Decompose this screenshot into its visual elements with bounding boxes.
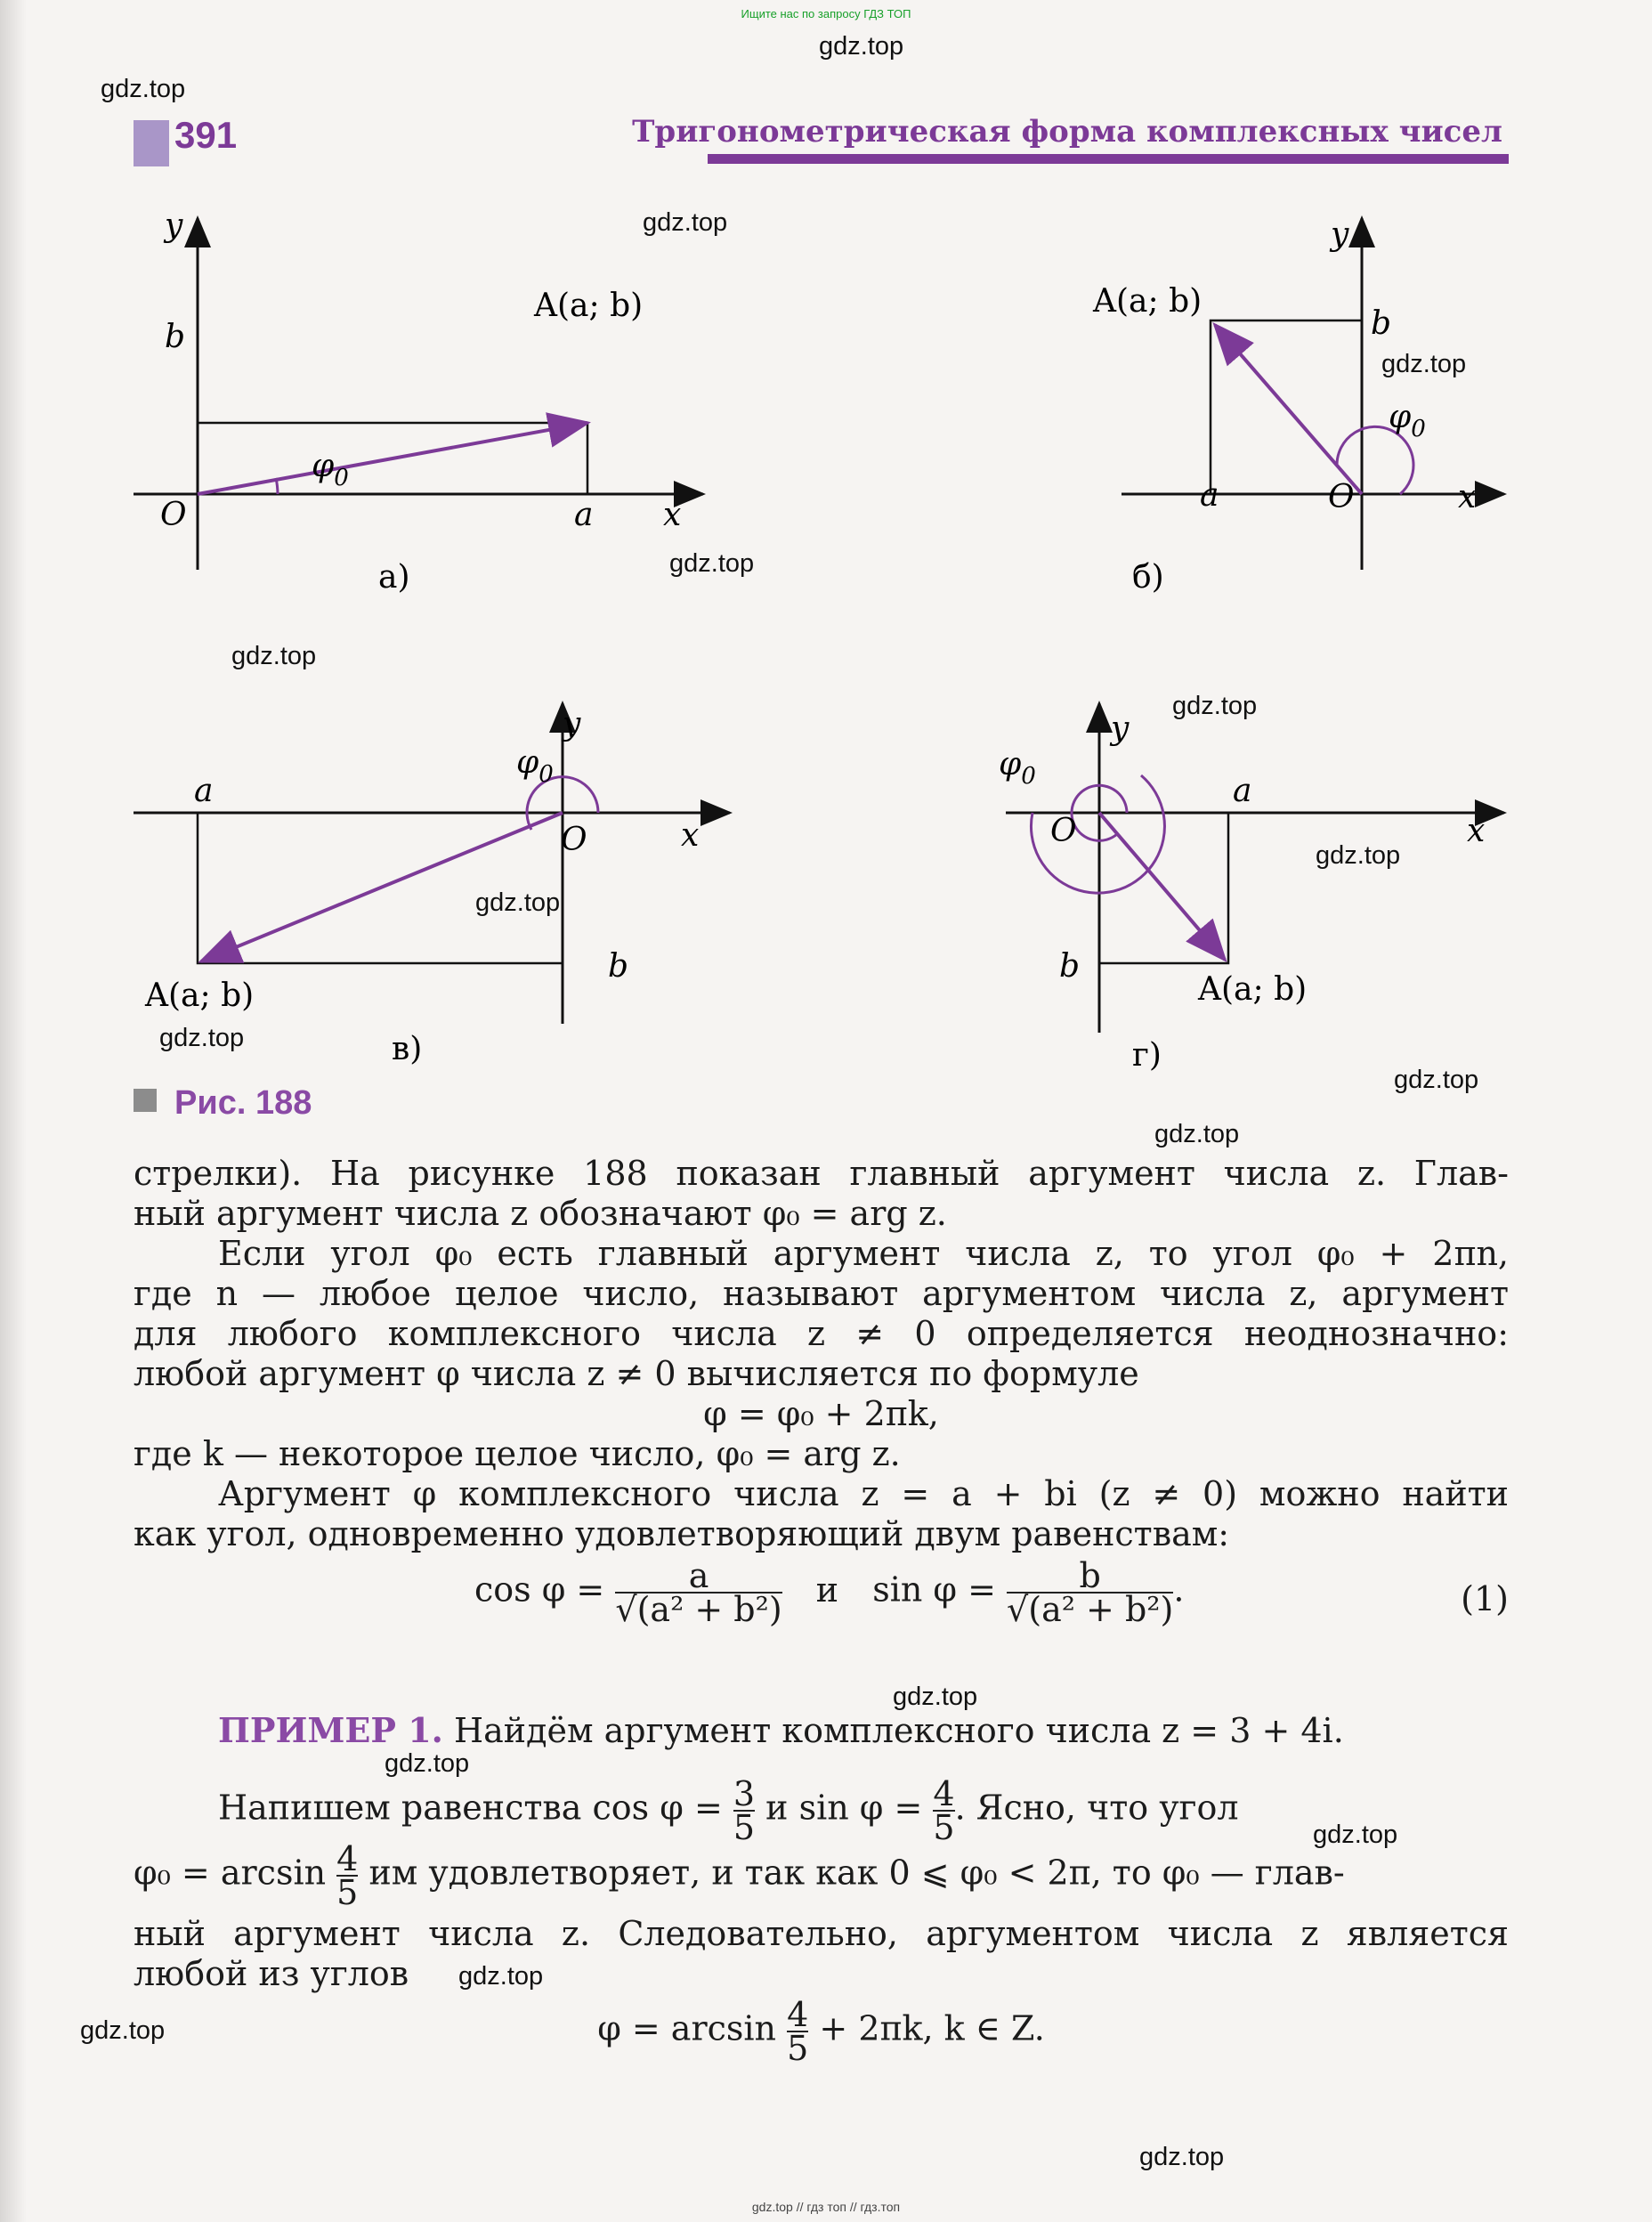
- example-line: [134, 1758, 1509, 1847]
- sin-lhs: sin φ =: [872, 1569, 996, 1610]
- text-line: любой из углов: [134, 1954, 409, 1993]
- numerator: 4: [336, 1839, 359, 1878]
- a-label: a: [1233, 773, 1252, 809]
- numerator: b: [1079, 1556, 1101, 1595]
- watermark: gdz.top: [458, 1962, 544, 1991]
- watermark: gdz.top: [385, 1749, 470, 1778]
- x-label: x: [663, 497, 682, 533]
- phi0-label: $\varphi_0$: [516, 744, 554, 788]
- formula-1: cos φ = $\frac{a}{\text{√(a² + b²)}}$ и sin φ = $\frac{b}{\text{√(a² + b²)}}$ . (1): [474, 1556, 1509, 1629]
- vector-OA: [1215, 325, 1362, 494]
- y-label: y: [563, 706, 581, 742]
- equation-number: (1): [1461, 1579, 1509, 1618]
- example-line: [134, 1839, 1509, 1923]
- text-line: Аргумент φ комплексного числа z = a + bi (z ≠ 0) можно найти: [218, 1474, 1509, 1513]
- watermark: gdz.top: [1172, 692, 1258, 720]
- text-fragment: Напишем равенства cos φ =: [218, 1788, 723, 1828]
- fraction-4-5: [787, 1995, 809, 2068]
- watermark: gdz.top: [1316, 841, 1401, 870]
- panel-label-a: а): [378, 559, 410, 596]
- origin-label: O: [561, 822, 587, 858]
- y-label: y: [1111, 710, 1130, 747]
- a-label: a: [194, 773, 214, 809]
- a-label: a: [574, 497, 594, 533]
- watermark: gdz.top: [1313, 1821, 1398, 1849]
- numerator: a: [688, 1556, 709, 1595]
- origin-label: O: [1050, 813, 1077, 849]
- text-line: как угол, одновременно удовлетворяющий двум равенствам:: [134, 1514, 1230, 1553]
- b-label: b: [1371, 305, 1392, 342]
- text-line: где n — любое целое число, называют аргументом числа z, аргумент: [134, 1274, 1509, 1313]
- text-line: любой аргумент φ числа z ≠ 0 вычисляется по формуле: [134, 1354, 1139, 1393]
- text-fragment: φ₀ = arcsin: [134, 1853, 327, 1893]
- text-fragment: φ = arcsin: [597, 2008, 777, 2048]
- a-label: a: [1200, 477, 1219, 514]
- b-label: b: [1059, 948, 1081, 985]
- denominator: 5: [787, 2029, 809, 2068]
- example-heading: [134, 1710, 1509, 1751]
- caption-marker: [134, 1089, 157, 1112]
- watermark: gdz.top: [1139, 2143, 1225, 2171]
- panel-d: [999, 703, 1504, 1074]
- text-line: для любого комплексного числа z ≠ 0 определяется неоднозначно:: [134, 1314, 1509, 1353]
- numerator: 4: [933, 1774, 955, 1813]
- vector-OA: [1099, 813, 1225, 960]
- text-fragment: + 2πk, k ∈ Z.: [819, 2008, 1045, 2048]
- text-fragment: . Ясно, что угол: [954, 1788, 1239, 1828]
- watermark: gdz.top: [669, 549, 755, 578]
- watermark: gdz.top: [159, 1024, 245, 1052]
- origin-label: O: [160, 497, 187, 533]
- watermark: gdz.top: [80, 2016, 166, 2045]
- formula-general-argument: φ = φ₀ + 2πk,: [703, 1394, 939, 1433]
- text-line: Если угол φ₀ есть главный аргумент числа z, то угол φ₀ + 2πn,: [218, 1234, 1509, 1273]
- body-text: [134, 1154, 1509, 1554]
- panel-b: [1092, 216, 1504, 596]
- phi0-label: $\varphi_0$: [999, 746, 1036, 790]
- formula-example-result: [134, 1995, 1509, 2079]
- fraction-4-5: [933, 1774, 955, 1847]
- text-fragment: и sin φ =: [765, 1788, 923, 1828]
- figure-caption-text: Рис. 188: [174, 1084, 312, 1122]
- phi0-label: $\varphi_0$: [312, 448, 349, 491]
- numerator: 4: [787, 1995, 809, 2034]
- panel-c: [134, 703, 730, 1067]
- y-label: y: [1331, 216, 1349, 253]
- vector-OA: [198, 423, 587, 494]
- watermark: gdz.top: [231, 642, 317, 670]
- phi0-label: $\varphi_0$: [1389, 399, 1426, 442]
- denominator: 5: [933, 1808, 955, 1847]
- watermark: gdz.top: [893, 1683, 978, 1711]
- text-fragment: им удовлетворяет, и так как 0 ⩽ φ₀ < 2π, то φ₀ — глав-: [368, 1853, 1345, 1893]
- text-line: ный аргумент числа z. Следовательно, аргументом числа z является: [134, 1914, 1509, 1953]
- fraction-cos: [615, 1556, 782, 1629]
- denominator: 5: [336, 1873, 359, 1912]
- example-1: [134, 1710, 1509, 1751]
- denominator: √(a² + b²): [615, 1590, 782, 1629]
- fraction-sin: [1007, 1556, 1174, 1629]
- point-A-label: A(a; b): [145, 977, 255, 1014]
- b-label: b: [608, 948, 629, 985]
- x-label: x: [1458, 479, 1477, 515]
- watermark: gdz.top: [643, 208, 728, 237]
- watermark: gdz.top: [1394, 1066, 1479, 1094]
- point-A-label: A(a; b): [1198, 971, 1308, 1008]
- y-label: y: [165, 207, 183, 244]
- cos-lhs: cos φ =: [474, 1569, 605, 1610]
- watermark: gdz.top: [1154, 1120, 1240, 1148]
- top-note: Ищите нас по запросу ГДЗ ТОП: [741, 7, 911, 20]
- text-line: ный аргумент числа z обозначают φ₀ = arg z.: [134, 1194, 947, 1233]
- vector-OA: [201, 813, 563, 961]
- example-statement: Найдём аргумент комплексного числа z = 3 + 4i.: [453, 1711, 1344, 1750]
- point-A-label: A(a; b): [534, 288, 644, 324]
- fraction-4-5: [336, 1839, 359, 1912]
- example-title: ПРИМЕР 1.: [218, 1710, 443, 1750]
- denominator: √(a² + b²): [1007, 1590, 1174, 1629]
- panel-a: [134, 207, 703, 596]
- denominator: 5: [733, 1808, 756, 1847]
- panel-label-d: г): [1132, 1037, 1162, 1074]
- watermark: gdz.top: [819, 32, 904, 61]
- watermark: gdz.top: [475, 888, 561, 917]
- figure-caption: [134, 1084, 312, 1123]
- x-label: x: [1467, 813, 1486, 849]
- origin-label: O: [1328, 479, 1355, 515]
- watermark: gdz.top: [101, 75, 186, 103]
- x-label: x: [681, 817, 700, 854]
- running-header: Тригонометрическая форма комплексных чисел: [632, 114, 1502, 150]
- b-label: b: [165, 319, 186, 355]
- bottom-note: gdz.top // гдз топ // гдз.топ: [751, 2200, 901, 2214]
- numerator: 3: [733, 1774, 756, 1813]
- panel-label-c: в): [392, 1031, 423, 1067]
- text-line: где k — некоторое целое число, φ₀ = arg z.: [134, 1434, 901, 1473]
- watermark: gdz.top: [1381, 350, 1467, 378]
- panel-label-b: б): [1132, 559, 1164, 596]
- example-text: [134, 1914, 1509, 1994]
- conjunction: и: [815, 1569, 839, 1610]
- point-A-label: A(a; b): [1093, 283, 1203, 320]
- text-line: стрелки). На рисунке 188 показан главный аргумент числа z. Глав-: [134, 1154, 1509, 1193]
- page-number: 391: [174, 114, 238, 156]
- fraction-3-5: [733, 1774, 756, 1847]
- angle-arc: [276, 478, 278, 494]
